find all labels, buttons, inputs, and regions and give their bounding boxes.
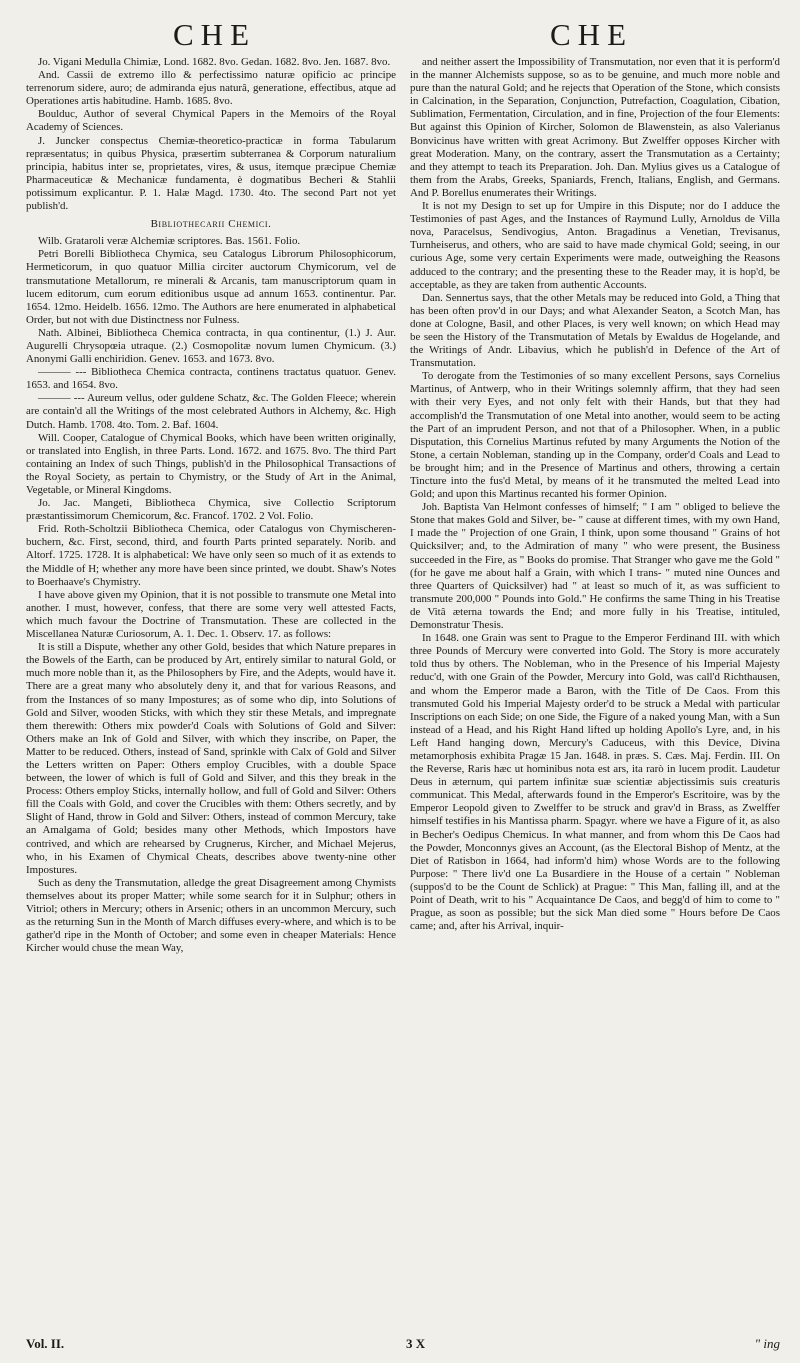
entry-vigani: Jo. Vigani Medulla Chimiæ, Lond. 1682. 8vo. Gedan. 1682. 8vo. Jen. 1687. 8vo. [38,56,391,68]
entry-cooper: Will. Cooper, Catalogue of Chymical Books, which have been written originally, or translated into English, in three Parts. Lond. 1672. and 1675. 8vo. The third Part containing an Index of such Things, publish'd in the Philosophical Transactions of the Royal Society, as pertain to Chymistry, or the Study of Art in the Animal, Vegetable, or Mineral Kingdoms. [26,431,396,496]
entry-albinei-contracta: ——— --- Bibliotheca Chemica contracta, continens tractatus quatuor. Genev. 1653. and 1654. 8vo. [26,366,396,392]
paragraph-van-helmont: Joh. Baptista Van Helmont confesses of himself; " I am " obliged to believe the Stone that makes Gold and Silver, be- " cause at different times, with my own Hand, I made the " Projection of one Grain, I think, upon some thousand " Grains of hot Quicksilver; and, to the Admiration of many " who were present, the Business succeeded in the Fire, as " Books do promise. That Stranger who gave me the Gold " (for he gave me about half a Grain, with which I trans- " muted nine Ounces and three Quarters of Quicksilver) had " at least so much of it, as was sufficient to transmute 200,000 " Pounds into Gold." He confirms the same Thing in his Treatise de Vitâ æterna towards the End; and more fully in his Treatise, intituled, Demonstratur Thesis. [410,501,780,632]
volume-label: Vol. II. [26,1336,65,1351]
running-head-left: CHE [173,17,256,52]
catchword: " ing [754,1336,780,1351]
paragraph-umpire: It is not my Design to set up for Umpire in this Dispute; nor do I adduce the Testimonies of past Ages, and the Instances of Raymund Lully, Arnoldus de Villa nova, Paracelsus, Sendivogius, Anton. Bragadinus a Venetian, Trevisanus, Turnheiserus, and others, who are said to have made chymical Gold; seeing, in our curious Age, some very certain Experiments were made, outweighing the Reasons adduced to the contrary; and the presenting these to the Reader may, it is hop'd, be acceptable, as they are taken from authentic Accounts. [410,200,780,291]
entry-grataroli: Wilb. Grataroli veræ Alchemiæ scriptores. Bas. 1561. Folio. [38,235,301,248]
entry-roth-scholtz: Frid. Roth-Scholtzii Bibliotheca Chemica, oder Catalogus von Chymischeren-buchern, &c. First, second, third, and fourth Parts printed separately. Norib. and Altorf. 1725. 1728. It is alphabetical: We have only seen so much of it as extends to the Middle of H; whether any more have been since printed, we doubt. Shaw's Notes to Boerhaave's Chymistry. [26,523,396,588]
entry-albinei: Nath. Albinei, Bibliotheca Chemica contracta, in qua continentur, (1.) J. Aur. Augurelli Chrysopœia utraque. (2.) Cosmopolitæ novum lumen Chymicum. (3.) Anonymi Galli enchiridion. Genev. 1653. and 1673. 8vo. [26,326,396,366]
right-column [410,56,780,1326]
entry-boulduc: Boulduc, Author of several Chymical Papers in the Memoirs of the Royal Academy of Sciences. [26,108,396,134]
paragraph-deniers: Such as deny the Transmutation, alledge the great Disagreement among Chymists themselves about its proper Matter; while some search for it in Sulphur; others in Vitriol; others in Mercury; others in Arsenic; others in an uncommon Mercury, such as the returning Sun in the Month of March diffuses every-where, and which is to be gather'd ripe in the Month of October; and some even in cheaper Materials: Hence Kircher would chuse the mean Way, [26,876,396,955]
entry-cassii: And. Cassii de extremo illo & perfectissimo naturæ opificio ac principe terrenorum sidere, auro; de admiranda ejus naturâ, generatione, effectibus, atque ad Operationes artis habitudine. Hamb. 1685. 8vo. [26,69,396,108]
running-head-right: CHE [550,17,633,52]
paragraph-opinion: I have above given my Opinion, that it is not possible to transmute one Metal into another. I must, however, confess, that there are some very well attested Facts, which much favour the Doctrine of Transmutation. These are collected in the Miscellanea Naturæ Curiosorum, A. 1. Dec. 1. Observ. 17. as follows: [26,588,396,641]
paragraph-kircher: and neither assert the Impossibility of Transmutation, nor even that it is perform'd in the manner Alchemists suppose, so as to be genuine, and much more noble and pure than the natural Gold; and he rejects that Operation of the Stone, which consists in Calcination, in the Separation, Conjunction, Putrefaction, Coagulation, Cibation, Sublimation, Fermentation, Circulation, and in fine, Projection of the four Elements: But against this Opinion of Kircher, Solomon de Blawenstein, as also Valerianus Bonvicinus have written with great Acrimony. But Zwelffer opposes Kircher with great Moderation. Many, on the contrary, assert the Transmutation as a Certainty; and they attempt to teach its Preparation. Joh. Dan. Mylius gives us a Catalogue of them from the Arabs, Greeks, Spaniards, French, Italians, English, and Germans. And P. Borellus enumerates their Writings. [410,56,780,199]
entry-aureum-vellus: ——— --- Aureum vellus, oder guldene Schatz, &c. The Golden Fleece; wherein are contain'd all the Writings of the most celebrated Authors in Alchemy, &c. High Dutch. Hamb. 1708. 4to. Tom. 2. Baf. 1604. [26,392,396,431]
signature-mark: 3 X [406,1336,426,1351]
left-column [26,56,396,1326]
paragraph-sennertus: Dan. Sennertus says, that the other Metals may be reduced into Gold, a Thing that has been often prov'd in our Days; and what Alexander Seaton, a Scotch Man, has done at Cologne, Basil, and other Places, is very well known; on which Head may be seen the History of the Transmutation of Metals by Ewaldus de Hogelande, and the Writings of Andr. Libavius, which he publish'd in Defence of the Art of Transmutation. [410,291,780,370]
entry-juncker: J. Juncker conspectus Chemiæ-theoretico-practicæ in forma Tabularum repræsentatus; in quibus Physica, præsertim subterranea & Corporum naturalium principia, habitus inter se, proprietates, vires, & usus, itemque præcipue Chemiæ Pharmaceuticæ & Mechanicæ fundamenta, è dogmatibus Becheri & Stahlii potissimum explicantur. P. 1. Halæ Magd. 1730. 4to. The second Part not yet publish'd. [26,134,396,213]
text-columns [26,56,780,1326]
page-footer [26,1336,780,1356]
paragraph-dispute: It is still a Dispute, whether any other Gold, besides that which Nature prepares in the Bowels of the Earth, can be produced by Art, entirely similar to natural Gold, or much more noble than it, as the Philosophers by Fire, and the Adepts, would have it. There are a great many who absolutely deny it, and that for various Reasons, and from the Instances of so many Impostures; as of some who dip, into Solutions of Gold and Silver, wooden Sticks, with which they stir these Metals, and impregnate them therewith: Others mix powder'd Coals with Solutions of Gold and Silver: Others make an Ink of Gold and Silver, with which they inscribe, on Paper, the Matter to be reduced. Others, instead of Sand, sprinkle with Calx of Gold and Silver the Letters written on Paper: Others employ Crucibles, with a double Space between, the lower of which is full of Gold and Silver, and this they break in the Process: Others employ Sticks, internally hollow, and full of Gold and Silver: Others fill the Coals with Gold, and cover the Crucibles with them: Others secretly, and by Slight of Hand, throw in Gold and Silver: Others, instead of common Mercury, take an Amalgama of Gold; besides many other Methods, which Impostors have contrived, and which are rehearsed by Crugnerus, Kircher, and Michael Mejerus, who, in his Examen of Chymical Cheats, describes above twenty-nine other Impostures. [26,641,396,876]
entry-borelli: Petri Borelli Bibliotheca Chymica, seu Catalogus Librorum Philosophicorum, Hermeticorum, in quo quatuor Millia circiter auctorum Chymicorum, vel de transmutatione Metallorum, re minerali & Arcanis, tam manuscriptorum quam in lucem editorum, cum eorum editionibus usque ad annum 1653. continentur. Par. 1654. 12mo. Heidelb. 1656. 12mo. The Authors are here enumerated in alphabetical Order, but not with due Distinctness nor Fulness. [26,248,396,326]
section-subheading: Bibliothecarii Chemici. [150,218,272,231]
entry-mangeti: Jo. Jac. Mangeti, Bibliotheca Chymica, sive Collectio Scriptorum præstantissimorum Chemicorum, &c. Francof. 1702. 2 Vol. Folio. [26,497,396,523]
paragraph-prague-1648: In 1648. one Grain was sent to Prague to the Emperor Ferdinand III. with which three Pounds of Mercury were converted into Gold. The Story is more accurately told thus by others. The Nobleman, who in the Presence of his Imperial Majesty reduc'd, with one Grain of the Powder, Mercury into Gold, was call'd Richthausen, and whom the Emperor made a Baron, with the Title of De Caos. From this transmuted Gold his Imperial Majesty order'd to be struck a Medal with particular Inscriptions on each Side; on one Side, the Figure of a naked young Man, with a Sun instead of a Head, and his Right Hand lifted up holding Apollo's Lyre, and, in his Left Hand hanging down, Mercury's Caduceus, with this Device, Divina metamorphosis exhibita Pragæ 15 Jan. 1648. in præs. S. Cæs. Maj. Ferdin. III. On the Reverse, Raris hæc ut hominibus nota est ars, ita rarò in lucem prodit. Laudetur Deus in æternum, qui partem infinitæ suæ scientiæ abjectissimis suis creaturis communicat. This Medal, afterwards found in the Emperor's Escritoire, was by the Emperor Leopold given to Zwelffer to be struck and grav'd in Brass, as Zwelffer himself testifies in his Mantissa pharm. Spagyr. where we have a Figure of it, as also in Becher's Oedipus Chemicus. In what manner, and from whom this De Caos had the Powder, Monconnys gives an Account, (as the Electoral Bishop of Mentz, at the Diet of Ratisbon in 1664, had inform'd him) whose Words are to the following Purpose: " There liv'd one La Busardiere in the House of a certain " Nobleman (suppos'd to be the Count de Schlick) at Prague: " This Man, falling ill, and at the Point of Death, writ to his " Acquaintance De Caos, and begg'd of him to come to " Prague, as soon as possible; but the sick Man died some " Hours before De Caos came; and, after his Arrival, inquir- [410,632,780,933]
running-heads [26,14,780,56]
paragraph-martinus: To derogate from the Testimonies of so many excellent Persons, says Cornelius Martinus, of Antwerp, who in their Writings solemnly affirm, that they had seen with their very Eyes, and not only felt with their Hands, but that they had accomplish'd the Transmutation of one Metal into another, would seem to be acting the Part of an imprudent Person, and not that of a Philosopher. When, in a public Disputation, this Cornelius Martinus refuted by many Arguments the Notion of the Stone, a certain Nobleman, standing up in the Company, order'd Coals and Lead to be brought him; and in the Presence of Martinus and others, throwing a certain Tincture into the fus'd Metal, by means of it he transmuted the melted Lead into Gold; and upon this Martinus recanted his former Opinion. [410,370,780,501]
